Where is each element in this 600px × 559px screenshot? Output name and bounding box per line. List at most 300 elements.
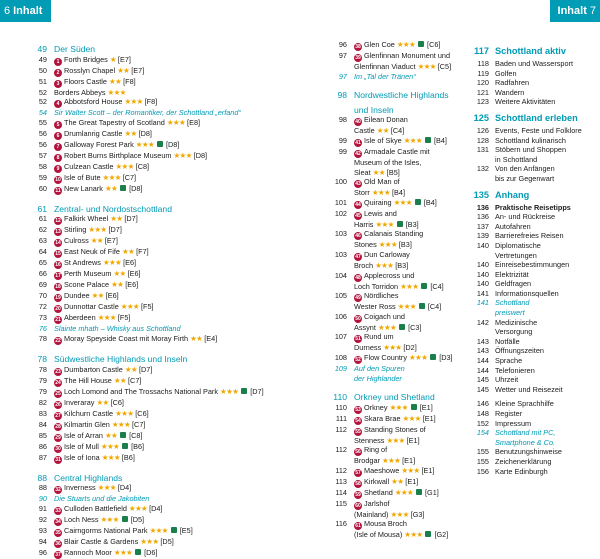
toc-entry[interactable] bbox=[467, 279, 597, 289]
toc-entry[interactable] bbox=[329, 51, 467, 62]
star-rating-icon: ★★★ bbox=[97, 313, 116, 323]
toc-entry-text bbox=[495, 222, 597, 232]
toc-entry[interactable] bbox=[467, 251, 597, 261]
toc-page-number: 94 bbox=[38, 536, 47, 546]
toc-page-number: 56 bbox=[38, 128, 47, 138]
map-reference: [B5] bbox=[386, 167, 400, 177]
toc-entry-label: Loch Torridon bbox=[354, 281, 399, 291]
sight-number-badge: 14 bbox=[55, 240, 61, 247]
toc-page-number: 131 bbox=[476, 145, 489, 155]
toc-entry[interactable] bbox=[467, 260, 597, 270]
toc-section-heading[interactable] bbox=[467, 189, 597, 201]
toc-entry[interactable] bbox=[29, 66, 257, 77]
toc-entry-text bbox=[54, 291, 257, 302]
toc-entry[interactable] bbox=[29, 431, 257, 442]
toc-entry[interactable] bbox=[29, 515, 257, 526]
toc-entry-label: Einreisebestimmungen bbox=[495, 260, 570, 270]
toc-section-heading[interactable] bbox=[467, 45, 597, 57]
toc-entry[interactable] bbox=[29, 365, 257, 376]
toc-entry-label: Broch bbox=[354, 260, 374, 270]
toc-entry[interactable] bbox=[29, 118, 257, 129]
toc-entry[interactable] bbox=[329, 456, 467, 466]
toc-entry-label: Schottland erleben bbox=[495, 112, 578, 123]
toc-entry[interactable] bbox=[467, 270, 597, 280]
toc-section-heading[interactable] bbox=[29, 473, 257, 484]
toc-entry[interactable] bbox=[29, 173, 257, 184]
toc-page-number: 91 bbox=[38, 503, 47, 513]
nature-icon bbox=[122, 443, 128, 449]
toc-entry[interactable] bbox=[467, 222, 597, 232]
toc-entry[interactable] bbox=[329, 126, 467, 136]
toc-entry[interactable] bbox=[29, 409, 257, 420]
toc-entry[interactable] bbox=[329, 136, 467, 147]
map-reference: [F8] bbox=[144, 97, 158, 107]
sight-number-badge: 22 bbox=[55, 337, 61, 344]
map-reference: [E6] bbox=[123, 258, 137, 268]
toc-entry[interactable] bbox=[329, 414, 467, 425]
toc-entry-text bbox=[54, 354, 257, 365]
sight-number-badge: 44 bbox=[355, 201, 361, 208]
toc-entry[interactable] bbox=[467, 318, 597, 328]
toc-entry-text bbox=[54, 162, 257, 173]
toc-entry-label: preiswert bbox=[495, 308, 525, 318]
map-reference: [D8] bbox=[193, 150, 208, 160]
toc-entry-label: in Schottland bbox=[495, 154, 538, 164]
toc-page-number: 85 bbox=[38, 430, 47, 440]
toc-feature-entry[interactable] bbox=[467, 298, 597, 308]
star-rating-icon: ★★★ bbox=[113, 547, 133, 557]
toc-entry-label: Culross bbox=[64, 236, 89, 246]
toc-page-number: 140 bbox=[476, 240, 489, 250]
toc-entry-text bbox=[354, 374, 467, 384]
toc-entry-text bbox=[354, 519, 467, 530]
star-rating-icon: ★★★ bbox=[390, 509, 409, 519]
map-reference: [B6] bbox=[121, 452, 135, 462]
toc-entry[interactable] bbox=[329, 510, 467, 520]
toc-entry[interactable] bbox=[29, 184, 257, 195]
toc-entry[interactable] bbox=[29, 214, 257, 225]
toc-entry[interactable] bbox=[467, 467, 597, 477]
sight-number-badge: 49 bbox=[355, 295, 361, 302]
toc-page-number: 83 bbox=[38, 408, 47, 418]
toc-page-number: 102 bbox=[334, 208, 347, 218]
toc-entry[interactable] bbox=[467, 78, 597, 88]
toc-entry[interactable] bbox=[29, 313, 257, 324]
toc-entry[interactable] bbox=[329, 403, 467, 414]
toc-entry[interactable] bbox=[329, 188, 467, 198]
sight-number-badge: 52 bbox=[355, 356, 361, 363]
star-rating-icon: ★★★ bbox=[100, 514, 119, 524]
nature-icon bbox=[416, 489, 422, 495]
toc-entry-text bbox=[354, 198, 467, 209]
toc-page-number: 97 bbox=[338, 51, 347, 60]
toc-entry[interactable] bbox=[329, 425, 467, 436]
toc-entry-label: Brodgar bbox=[354, 456, 380, 466]
toc-entry[interactable] bbox=[329, 177, 467, 188]
toc-entry[interactable] bbox=[467, 289, 597, 299]
toc-entry[interactable] bbox=[467, 69, 597, 79]
star-rating-icon: ★★★ bbox=[149, 525, 168, 535]
toc-entry[interactable] bbox=[467, 136, 597, 146]
toc-feature-entry[interactable] bbox=[329, 364, 467, 374]
toc-page-number: 78 bbox=[38, 333, 47, 343]
toc-entry[interactable] bbox=[467, 203, 597, 213]
toc-entry-label: An- und Rückreise bbox=[495, 212, 556, 222]
toc-entry[interactable] bbox=[29, 140, 257, 151]
sight-number-badge: 40 bbox=[355, 119, 361, 126]
map-reference: [G3] bbox=[410, 509, 425, 519]
toc-entry[interactable] bbox=[467, 409, 597, 419]
toc-entry-text bbox=[495, 289, 597, 299]
toc-feature-entry[interactable] bbox=[29, 108, 257, 118]
toc-page-number: 112 bbox=[335, 445, 347, 455]
toc-entry-label: Kilmartin Glen bbox=[64, 419, 110, 429]
toc-entry-label: Castle bbox=[354, 126, 375, 136]
toc-entry[interactable] bbox=[29, 129, 257, 140]
toc-entry[interactable] bbox=[29, 291, 257, 302]
sight-number-badge: 57 bbox=[355, 469, 361, 476]
right-page-header bbox=[550, 0, 600, 22]
sight-number-badge: 19 bbox=[55, 295, 61, 302]
toc-entry-label: Kilchurn Castle bbox=[64, 408, 114, 418]
toc-entry-text bbox=[495, 45, 597, 57]
toc-entry[interactable] bbox=[29, 483, 257, 494]
sight-number-badge: 10 bbox=[55, 176, 61, 183]
toc-entry[interactable] bbox=[29, 88, 257, 98]
toc-page-number: 107 bbox=[334, 332, 347, 342]
toc-page-number: 52 bbox=[38, 87, 47, 97]
toc-feature-entry[interactable] bbox=[467, 428, 597, 438]
toc-entry-label: Der Süden bbox=[54, 44, 96, 54]
toc-entry[interactable] bbox=[329, 198, 467, 209]
toc-entry[interactable] bbox=[329, 353, 467, 364]
toc-entry[interactable] bbox=[467, 366, 597, 376]
toc-entry[interactable] bbox=[29, 526, 257, 537]
toc-entry[interactable] bbox=[29, 97, 257, 108]
sight-number-badge: 26 bbox=[55, 401, 61, 408]
toc-entry-text bbox=[495, 428, 597, 438]
toc-entry[interactable] bbox=[467, 399, 597, 409]
toc-entry[interactable] bbox=[329, 436, 467, 446]
toc-entry-text bbox=[495, 260, 597, 270]
toc-entry-text bbox=[354, 271, 467, 282]
toc-page-number: 70 bbox=[38, 291, 47, 301]
toc-entry-label: Borders Abbeys bbox=[54, 87, 106, 97]
toc-entry[interactable] bbox=[329, 519, 467, 530]
toc-entry[interactable] bbox=[467, 59, 597, 69]
toc-entry[interactable] bbox=[329, 168, 467, 178]
toc-entry-label: Scone Palace bbox=[64, 280, 110, 290]
sight-number-badge: 56 bbox=[355, 449, 361, 456]
toc-page-number: 140 bbox=[476, 260, 489, 270]
toc-entry[interactable] bbox=[329, 530, 467, 540]
toc-entry-text bbox=[495, 346, 597, 356]
toc-page-number: 145 bbox=[476, 384, 489, 394]
toc-entry[interactable] bbox=[29, 77, 257, 88]
toc-entry-text bbox=[495, 203, 597, 213]
star-rating-icon: ★★★ bbox=[409, 352, 428, 362]
sight-number-badge: 46 bbox=[355, 233, 361, 240]
toc-entry[interactable] bbox=[329, 323, 467, 333]
toc-entry[interactable] bbox=[467, 375, 597, 385]
toc-entry[interactable] bbox=[329, 62, 467, 72]
toc-entry[interactable] bbox=[329, 466, 467, 477]
toc-entry-text bbox=[354, 115, 467, 126]
toc-feature-entry[interactable] bbox=[467, 308, 597, 318]
toc-entry[interactable] bbox=[467, 327, 597, 337]
toc-entry-label: Rund um bbox=[364, 332, 394, 342]
toc-feature-entry[interactable] bbox=[29, 494, 257, 504]
toc-entry[interactable] bbox=[329, 261, 467, 271]
toc-section-heading[interactable] bbox=[29, 204, 257, 215]
toc-entry[interactable] bbox=[29, 548, 257, 559]
toc-entry[interactable] bbox=[329, 147, 467, 158]
toc-entry[interactable] bbox=[329, 115, 467, 126]
toc-entry-label: Old Man of bbox=[364, 177, 400, 187]
toc-entry-label: Auf den Spuren bbox=[354, 363, 405, 373]
toc-entry[interactable] bbox=[29, 504, 257, 515]
nature-icon bbox=[399, 324, 405, 330]
toc-entry[interactable] bbox=[329, 158, 467, 168]
star-rating-icon: ★★★ bbox=[220, 386, 239, 396]
toc-page-number: 110 bbox=[333, 392, 347, 403]
toc-section-heading[interactable] bbox=[29, 44, 257, 55]
map-reference: [F5] bbox=[140, 302, 154, 312]
toc-entry[interactable] bbox=[467, 231, 597, 241]
toc-entry-label: Blair Castle & Gardens bbox=[64, 536, 139, 546]
toc-entry[interactable] bbox=[29, 55, 257, 66]
toc-entry-label: Armadale Castle mit bbox=[364, 146, 430, 156]
toc-entry[interactable] bbox=[29, 247, 257, 258]
toc-section-heading[interactable] bbox=[329, 392, 467, 403]
toc-entry-label: The Great Tapestry of Scotland bbox=[64, 117, 165, 127]
nature-icon bbox=[171, 527, 177, 533]
toc-entry[interactable] bbox=[329, 477, 467, 488]
toc-entry[interactable] bbox=[329, 40, 467, 51]
map-reference: [C4] bbox=[430, 281, 444, 291]
toc-entry-text bbox=[354, 250, 467, 261]
toc-entry[interactable] bbox=[29, 162, 257, 173]
star-rating-icon: ★★★ bbox=[403, 135, 422, 145]
toc-entry[interactable] bbox=[29, 334, 257, 345]
toc-entry-label: Flow Country bbox=[364, 352, 407, 362]
nature-icon bbox=[157, 141, 163, 147]
toc-entry[interactable] bbox=[467, 155, 597, 165]
toc-page-number: 78 bbox=[37, 353, 47, 364]
toc-entry-text bbox=[54, 269, 257, 280]
toc-entry-text bbox=[495, 337, 597, 347]
toc-entry[interactable] bbox=[467, 174, 597, 184]
toc-entry[interactable] bbox=[29, 398, 257, 409]
toc-entry-label: Moray Speyside Coast mit Moray Firth bbox=[64, 333, 189, 343]
toc-entry[interactable] bbox=[329, 282, 467, 292]
toc-feature-entry[interactable] bbox=[329, 72, 467, 82]
toc-entry-text bbox=[495, 251, 597, 261]
toc-entry[interactable] bbox=[329, 229, 467, 240]
toc-page-number: 116 bbox=[335, 519, 347, 529]
toc-page-number: 97 bbox=[338, 71, 347, 81]
map-reference: [C6] bbox=[110, 397, 124, 407]
toc-page-number: 126 bbox=[476, 125, 489, 135]
toc-entry-text bbox=[354, 392, 467, 403]
toc-entry[interactable] bbox=[29, 386, 264, 398]
sight-number-badge: 35 bbox=[55, 529, 61, 536]
toc-entry-text bbox=[54, 108, 257, 118]
star-rating-icon: ★★ bbox=[109, 76, 122, 86]
toc-entry[interactable] bbox=[29, 236, 257, 247]
map-reference: [C7] bbox=[128, 375, 142, 385]
toc-page-number: 59 bbox=[38, 172, 47, 182]
toc-entry-label: Dumbarton Castle bbox=[64, 364, 123, 374]
toc-entry[interactable] bbox=[467, 212, 597, 222]
toc-entry[interactable] bbox=[329, 271, 467, 282]
toc-entry[interactable] bbox=[467, 241, 597, 251]
toc-entry[interactable] bbox=[467, 346, 597, 356]
toc-entry-text bbox=[354, 229, 467, 240]
toc-entry-label: Baden und Wassersport bbox=[495, 59, 574, 68]
toc-entry[interactable] bbox=[29, 442, 257, 453]
toc-entry[interactable] bbox=[29, 453, 257, 464]
toc-entry-label: Autofahren bbox=[495, 221, 531, 231]
star-rating-icon: ★★ bbox=[391, 476, 404, 486]
toc-entry[interactable] bbox=[29, 376, 257, 387]
toc-entry-text bbox=[495, 145, 597, 155]
toc-entry[interactable] bbox=[329, 291, 467, 302]
toc-section-heading[interactable] bbox=[329, 90, 467, 101]
toc-entry[interactable] bbox=[467, 164, 597, 174]
toc-entry[interactable] bbox=[29, 302, 257, 313]
toc-page-number: 63 bbox=[38, 236, 47, 246]
toc-entry-text bbox=[354, 90, 467, 101]
toc-entry[interactable] bbox=[467, 447, 597, 457]
toc-page-number: 121 bbox=[476, 87, 489, 97]
toc-entry[interactable] bbox=[467, 385, 597, 395]
toc-entry-label: Loch Lomond and The Trossachs National Park bbox=[64, 386, 219, 396]
toc-entry[interactable] bbox=[467, 126, 597, 136]
toc-feature-entry[interactable] bbox=[329, 374, 467, 384]
toc-entry-text bbox=[54, 365, 257, 376]
toc-entry-label: The Hill House bbox=[64, 375, 112, 385]
toc-page-number: 144 bbox=[476, 365, 489, 375]
toc-page-number: 136 bbox=[476, 202, 489, 212]
toc-entry[interactable] bbox=[329, 499, 467, 510]
toc-entry-label: Museum of the Isles, bbox=[354, 157, 422, 167]
toc-feature-entry[interactable] bbox=[467, 438, 597, 448]
toc-page-number: 96 bbox=[38, 547, 47, 557]
toc-entry[interactable] bbox=[29, 151, 257, 162]
sight-number-badge: 34 bbox=[55, 518, 61, 525]
toc-page-number: 117 bbox=[474, 46, 489, 56]
toc-entry-label: Südwestliche Highlands und Inseln bbox=[54, 353, 188, 364]
star-rating-icon: ★★★ bbox=[377, 322, 397, 332]
toc-entry[interactable] bbox=[329, 488, 467, 499]
toc-section-heading[interactable] bbox=[29, 354, 257, 365]
toc-entry[interactable] bbox=[329, 302, 467, 312]
toc-entry-text bbox=[495, 279, 597, 289]
toc-entry-text bbox=[354, 477, 467, 488]
toc-entry[interactable] bbox=[29, 269, 257, 280]
star-rating-icon: ★★★ bbox=[393, 197, 412, 207]
toc-entry-text bbox=[354, 302, 467, 312]
toc-section-heading[interactable] bbox=[467, 112, 597, 124]
toc-page-number: 78 bbox=[38, 364, 47, 374]
toc-entry[interactable] bbox=[467, 356, 597, 366]
toc-page-number: 152 bbox=[476, 418, 489, 428]
toc-page-number: 120 bbox=[476, 78, 489, 88]
toc-section-heading[interactable] bbox=[329, 105, 467, 116]
sight-number-badge: 41 bbox=[355, 139, 361, 146]
map-reference: [E6] bbox=[125, 280, 139, 290]
toc-entry-label: Geldfragen bbox=[495, 279, 532, 289]
toc-entry-label: Vertretungen bbox=[495, 250, 537, 260]
sight-number-badge: 29 bbox=[55, 434, 61, 441]
toc-entry[interactable] bbox=[329, 312, 467, 323]
toc-page-number: 142 bbox=[476, 317, 489, 327]
map-reference: [C7] bbox=[122, 172, 137, 182]
nature-icon bbox=[419, 303, 425, 309]
sight-number-badge: 32 bbox=[55, 487, 61, 494]
map-reference: [D8] bbox=[165, 139, 180, 149]
map-reference: [D7] bbox=[108, 225, 122, 235]
toc-entry[interactable] bbox=[467, 419, 597, 429]
toc-entry[interactable] bbox=[29, 280, 257, 291]
star-rating-icon: ★★★ bbox=[100, 441, 120, 451]
toc-entry-label: Culzean Castle bbox=[64, 161, 114, 171]
toc-entry[interactable] bbox=[329, 209, 467, 220]
toc-page-number: 119 bbox=[477, 68, 489, 78]
toc-page-number: 92 bbox=[38, 514, 47, 524]
toc-entry-text bbox=[354, 466, 467, 477]
map-reference: [B3] bbox=[405, 219, 419, 229]
toc-page-number: 141 bbox=[476, 288, 489, 298]
toc-entry-text bbox=[54, 225, 257, 236]
nature-icon bbox=[241, 388, 247, 394]
map-reference: [E6] bbox=[105, 291, 119, 301]
toc-entry[interactable] bbox=[467, 88, 597, 98]
toc-entry-text bbox=[495, 457, 597, 467]
toc-page-number: 64 bbox=[38, 247, 47, 257]
toc-entry-text bbox=[495, 419, 597, 429]
toc-entry-text bbox=[354, 414, 467, 425]
toc-entry-text bbox=[54, 280, 257, 291]
map-reference: [C6] bbox=[135, 408, 149, 418]
star-rating-icon: ★★ bbox=[104, 183, 118, 193]
toc-entry[interactable] bbox=[467, 457, 597, 467]
toc-entry[interactable] bbox=[467, 97, 597, 107]
toc-entry[interactable] bbox=[29, 225, 257, 236]
toc-entry[interactable] bbox=[329, 332, 467, 343]
toc-entry[interactable] bbox=[467, 145, 597, 155]
nature-icon bbox=[430, 354, 436, 360]
toc-entry[interactable] bbox=[329, 445, 467, 456]
toc-entry[interactable] bbox=[329, 240, 467, 250]
toc-entry[interactable] bbox=[29, 537, 257, 548]
toc-entry-text bbox=[354, 105, 467, 116]
toc-entry[interactable] bbox=[29, 258, 257, 269]
toc-entry-text bbox=[495, 69, 597, 79]
toc-entry[interactable] bbox=[329, 250, 467, 261]
star-rating-icon: ★★★ bbox=[120, 302, 139, 312]
toc-entry-text bbox=[495, 467, 597, 477]
toc-feature-entry[interactable] bbox=[29, 324, 257, 334]
toc-entry[interactable] bbox=[329, 343, 467, 353]
toc-page-number: 145 bbox=[476, 375, 489, 385]
toc-entry-text bbox=[495, 270, 597, 280]
toc-entry-label: Quiraing bbox=[364, 197, 392, 207]
toc-entry[interactable] bbox=[29, 420, 257, 431]
toc-entry[interactable] bbox=[329, 220, 467, 230]
toc-entry[interactable] bbox=[467, 337, 597, 347]
